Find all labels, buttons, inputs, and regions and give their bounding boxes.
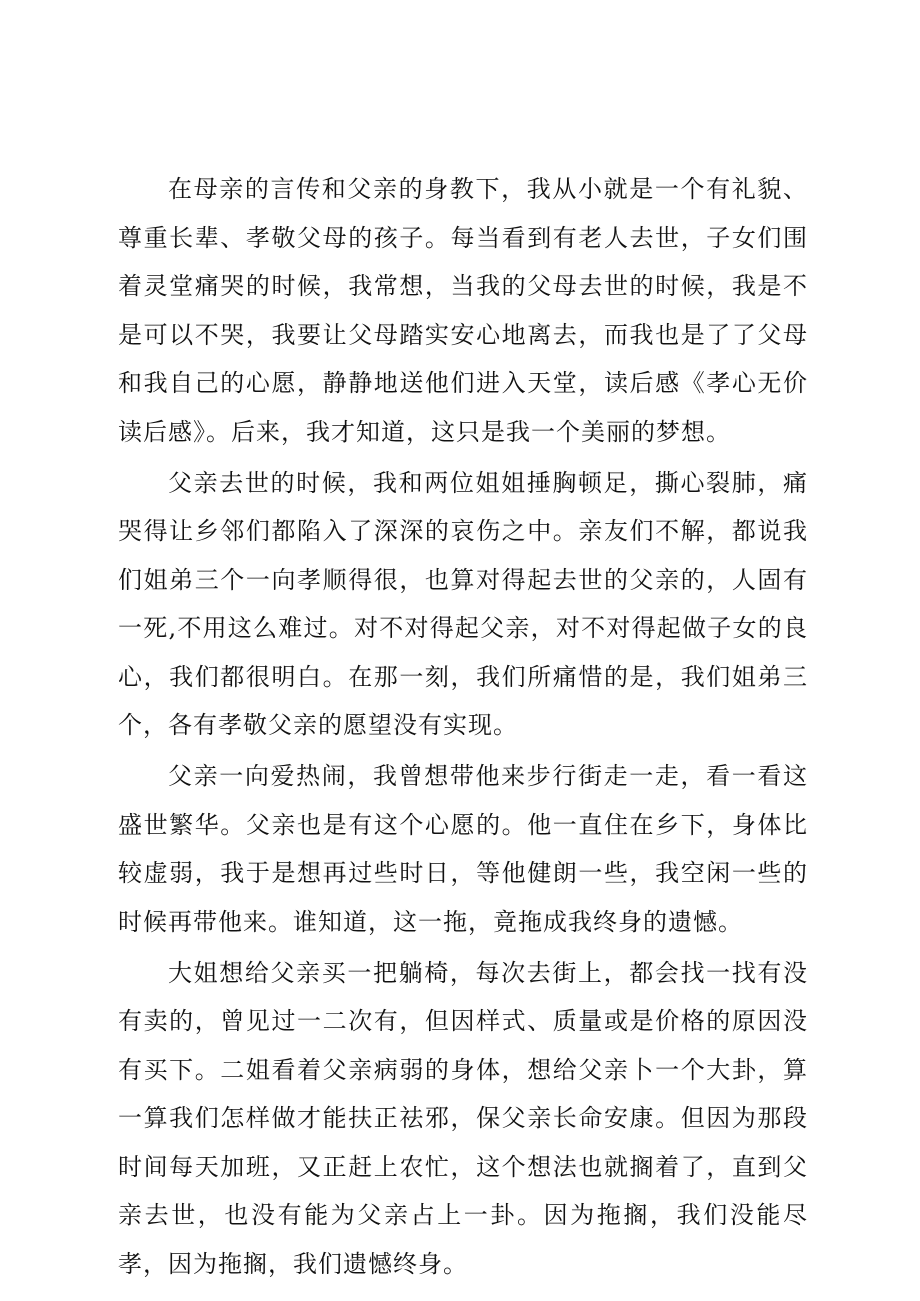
paragraph-1: 在母亲的言传和父亲的身教下，我从小就是一个有礼貌、尊重长辈、孝敬父母的孩子。每当看到有老人去世，子女们围着灵堂痛哭的时候，我常想，当我的父母去世的时候，我是不是可以不哭，我要让父母踏实安心地离去，而我也是了了父母和我自己的心愿，静静地送他们进入天堂，读后感《孝心无价读后感》。后来，我才知道，这只是我一个美丽的梦想。 bbox=[118, 175, 808, 446]
paragraph-4: 大姐想给父亲买一把躺椅，每次去街上，都会找一找有没有卖的，曾见过一二次有，但因样式、质量或是价格的原因没有买下。二姐看着父亲病弱的身体，想给父亲卜一个大卦，算一算我们怎样做才能扶正祛邪，保父亲长命安康。但因为那段时间每天加班，又正赶上农忙，这个想法也就搁着了，直到父亲去世，也没有能为父亲占上一卦。因为拖搁，我们没能尽孝，因为拖搁，我们遗憾终身。 bbox=[118, 958, 808, 1278]
paragraph-3: 父亲一向爱热闹，我曾想带他来步行街走一走，看一看这盛世繁华。父亲也是有这个心愿的。他一直住在乡下，身体比较虚弱，我于是想再过些时日，等他健朗一些，我空闲一些的时候再带他来。谁知道，这一拖，竟拖成我终身的遗憾。 bbox=[118, 762, 808, 936]
paragraph-2: 父亲去世的时候，我和两位姐姐捶胸顿足，撕心裂肺，痛哭得让乡邻们都陷入了深深的哀伤之中。亲友们不解，都说我们姐弟三个一向孝顺得很，也算对得起去世的父亲的，人固有一死,不用这么难过。对不对得起父亲，对不对得起做子女的良心，我们都很明白。在那一刻，我们所痛惜的是，我们姐弟三个，各有孝敬父亲的愿望没有实现。 bbox=[118, 468, 808, 739]
document-body bbox=[118, 165, 808, 1288]
